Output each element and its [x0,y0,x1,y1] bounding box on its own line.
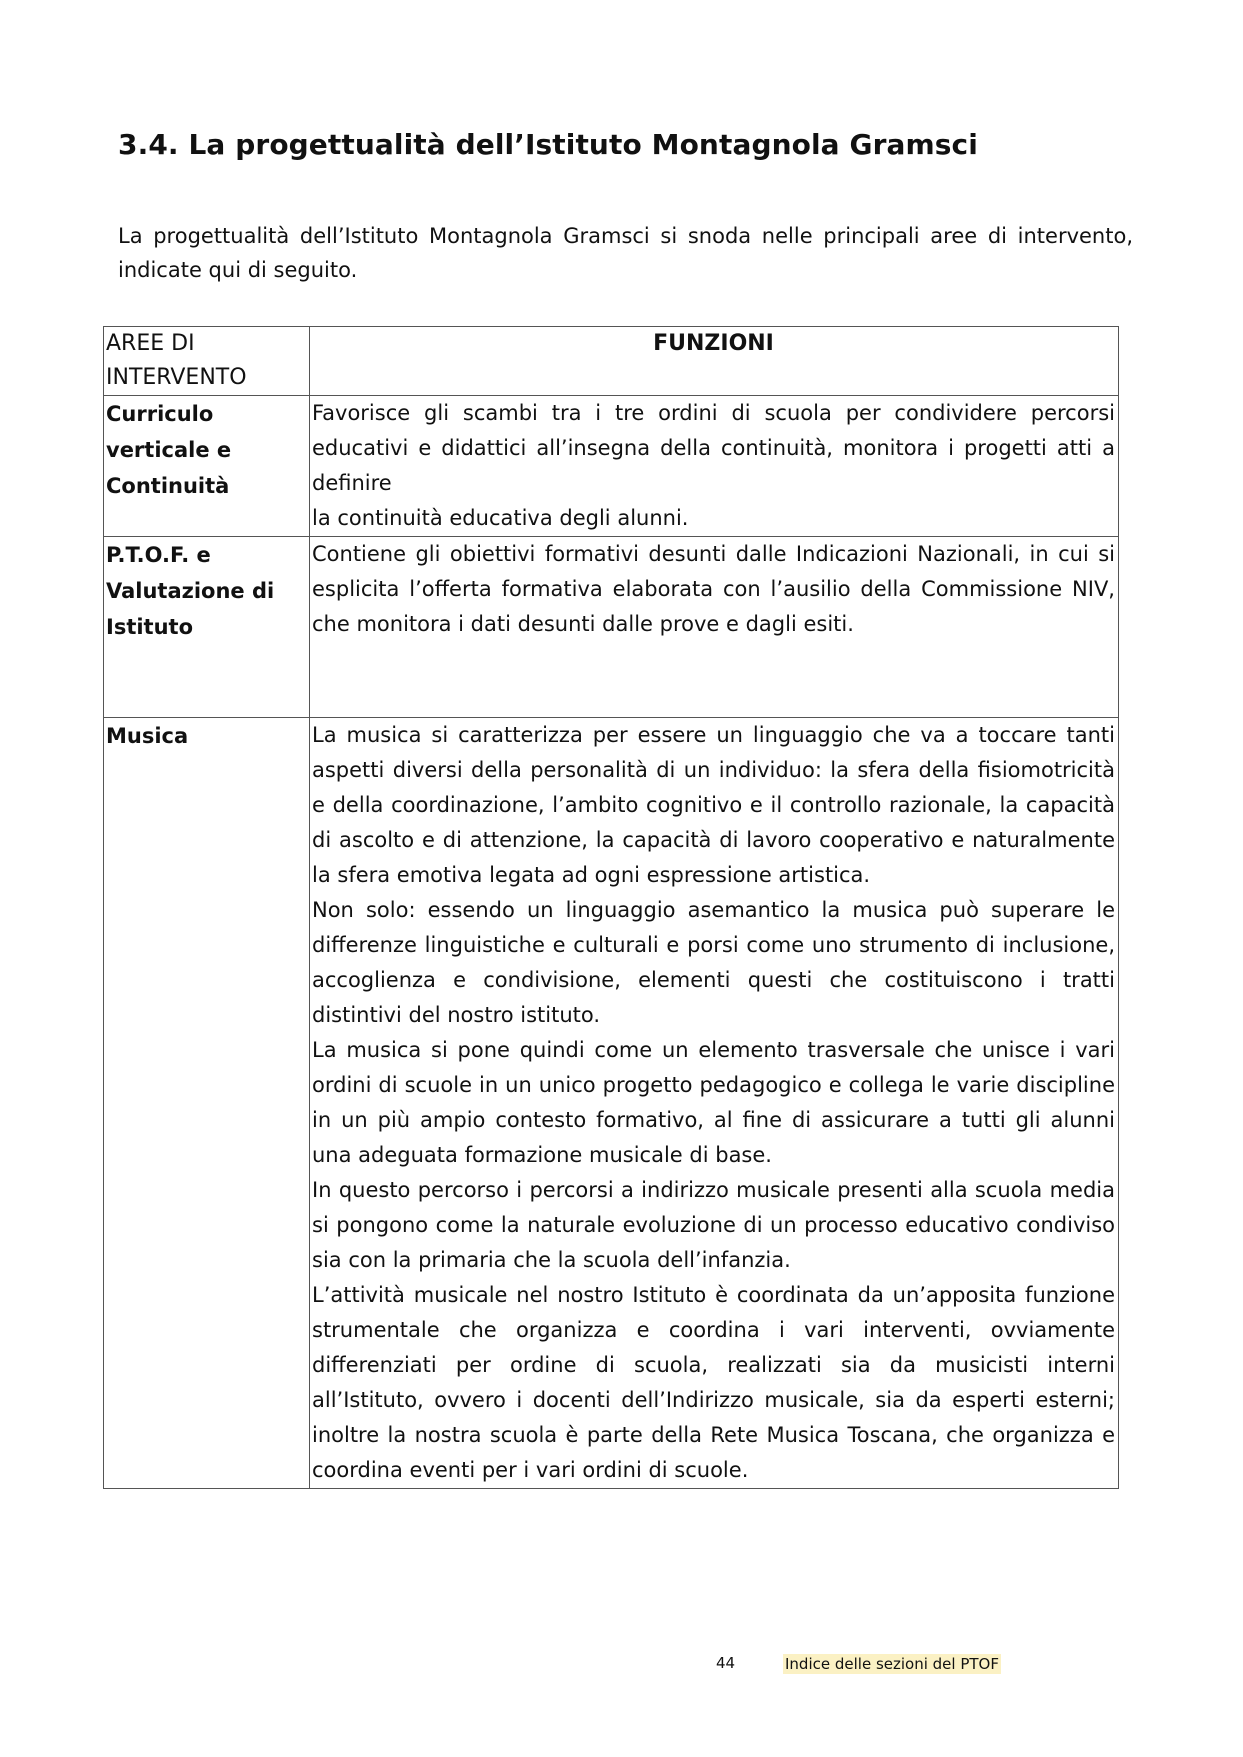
index-link[interactable]: Indice delle sezioni del PTOF [785,1655,999,1673]
area-name-musica: Musica [104,718,310,1489]
table-row-ptof [104,537,1119,718]
function-paragraph: La musica si caratterizza per essere un linguaggio che va a toccare tanti aspetti diversi della personalità di un individuo: la sfera della fisiomotricità e della coordinazione, l’ambito cognitivo e il controllo razionale, la capacità di ascolto e di attenzione, la capacità di lavoro cooperativo e naturalmente la sfera emotiva legata ad ogni espressione artistica. [312,723,1115,887]
page-number: 44 [716,1654,736,1672]
table-row-musica [104,718,1119,1489]
table-header-row [104,327,1119,396]
functions-musica [310,718,1119,1489]
intervention-areas-table [103,326,1119,1489]
header-funzioni: FUNZIONI [310,327,1119,396]
function-paragraph: Non solo: essendo un linguaggio asemantico la musica può superare le differenze linguistiche e culturali e porsi come uno strumento di inclusione, accoglienza e condivisione, elementi questi che costituiscono i tratti distintivi del nostro istituto. [312,898,1115,1027]
function-paragraph: L’attività musicale nel nostro Istituto è coordinata da un’apposita funzione strumentale che organizza e coordina i vari interventi, ovviamente differenziati per ordine di scuola, realizzati sia da musicisti interni all’Istituto, ovvero i docenti dell’Indirizzo musicale, sia da esperti esterni; inoltre la nostra scuola è parte della Rete Musica Toscana, che organizza e coordina eventi per i vari ordini di scuole. [312,1283,1115,1482]
function-paragraph: Contiene gli obiettivi formativi desunti dalle Indicazioni Nazionali, in cui si esplicita l’offerta formativa elaborata con l’ausilio della Commissione NIV, che monitora i dati desunti dalle prove e dagli esiti. [312,542,1115,636]
intro-paragraph: La progettualità dell’Istituto Montagnola Gramsci si snoda nelle principali aree di intervento, indicate qui di seguito. [118,224,1133,282]
section-heading: 3.4. La progettualità dell’Istituto Montagnola Gramsci [118,128,978,161]
table-row-curriculo [104,396,1119,537]
functions-ptof [310,537,1119,718]
area-name-curriculo: Curriculo verticale e Continuità [104,396,310,537]
function-paragraph: Favorisce gli scambi tra i tre ordini di scuola per condividere percorsi educativi e didattici all’insegna della continuità, monitora i progetti atti a definire [312,401,1115,495]
area-name-ptof: P.T.O.F. e Valutazione di Istituto [104,537,310,718]
function-paragraph: La musica si pone quindi come un elemento trasversale che unisce i vari ordini di scuole in un unico progetto pedagogico e collega le varie discipline in un più ampio contesto formativo, al fine di assicurare a tutti gli alunni una adeguata formazione musicale di base. [312,1038,1115,1167]
function-paragraph: la continuità educativa degli alunni. [312,506,689,530]
function-paragraph: In questo percorso i percorsi a indirizzo musicale presenti alla scuola media si pongono come la naturale evoluzione di un processo educativo condiviso sia con la primaria che la scuola dell’infanzia. [312,1178,1115,1272]
header-aree-di-intervento: AREE DI INTERVENTO [104,327,310,396]
functions-curriculo [310,396,1119,537]
